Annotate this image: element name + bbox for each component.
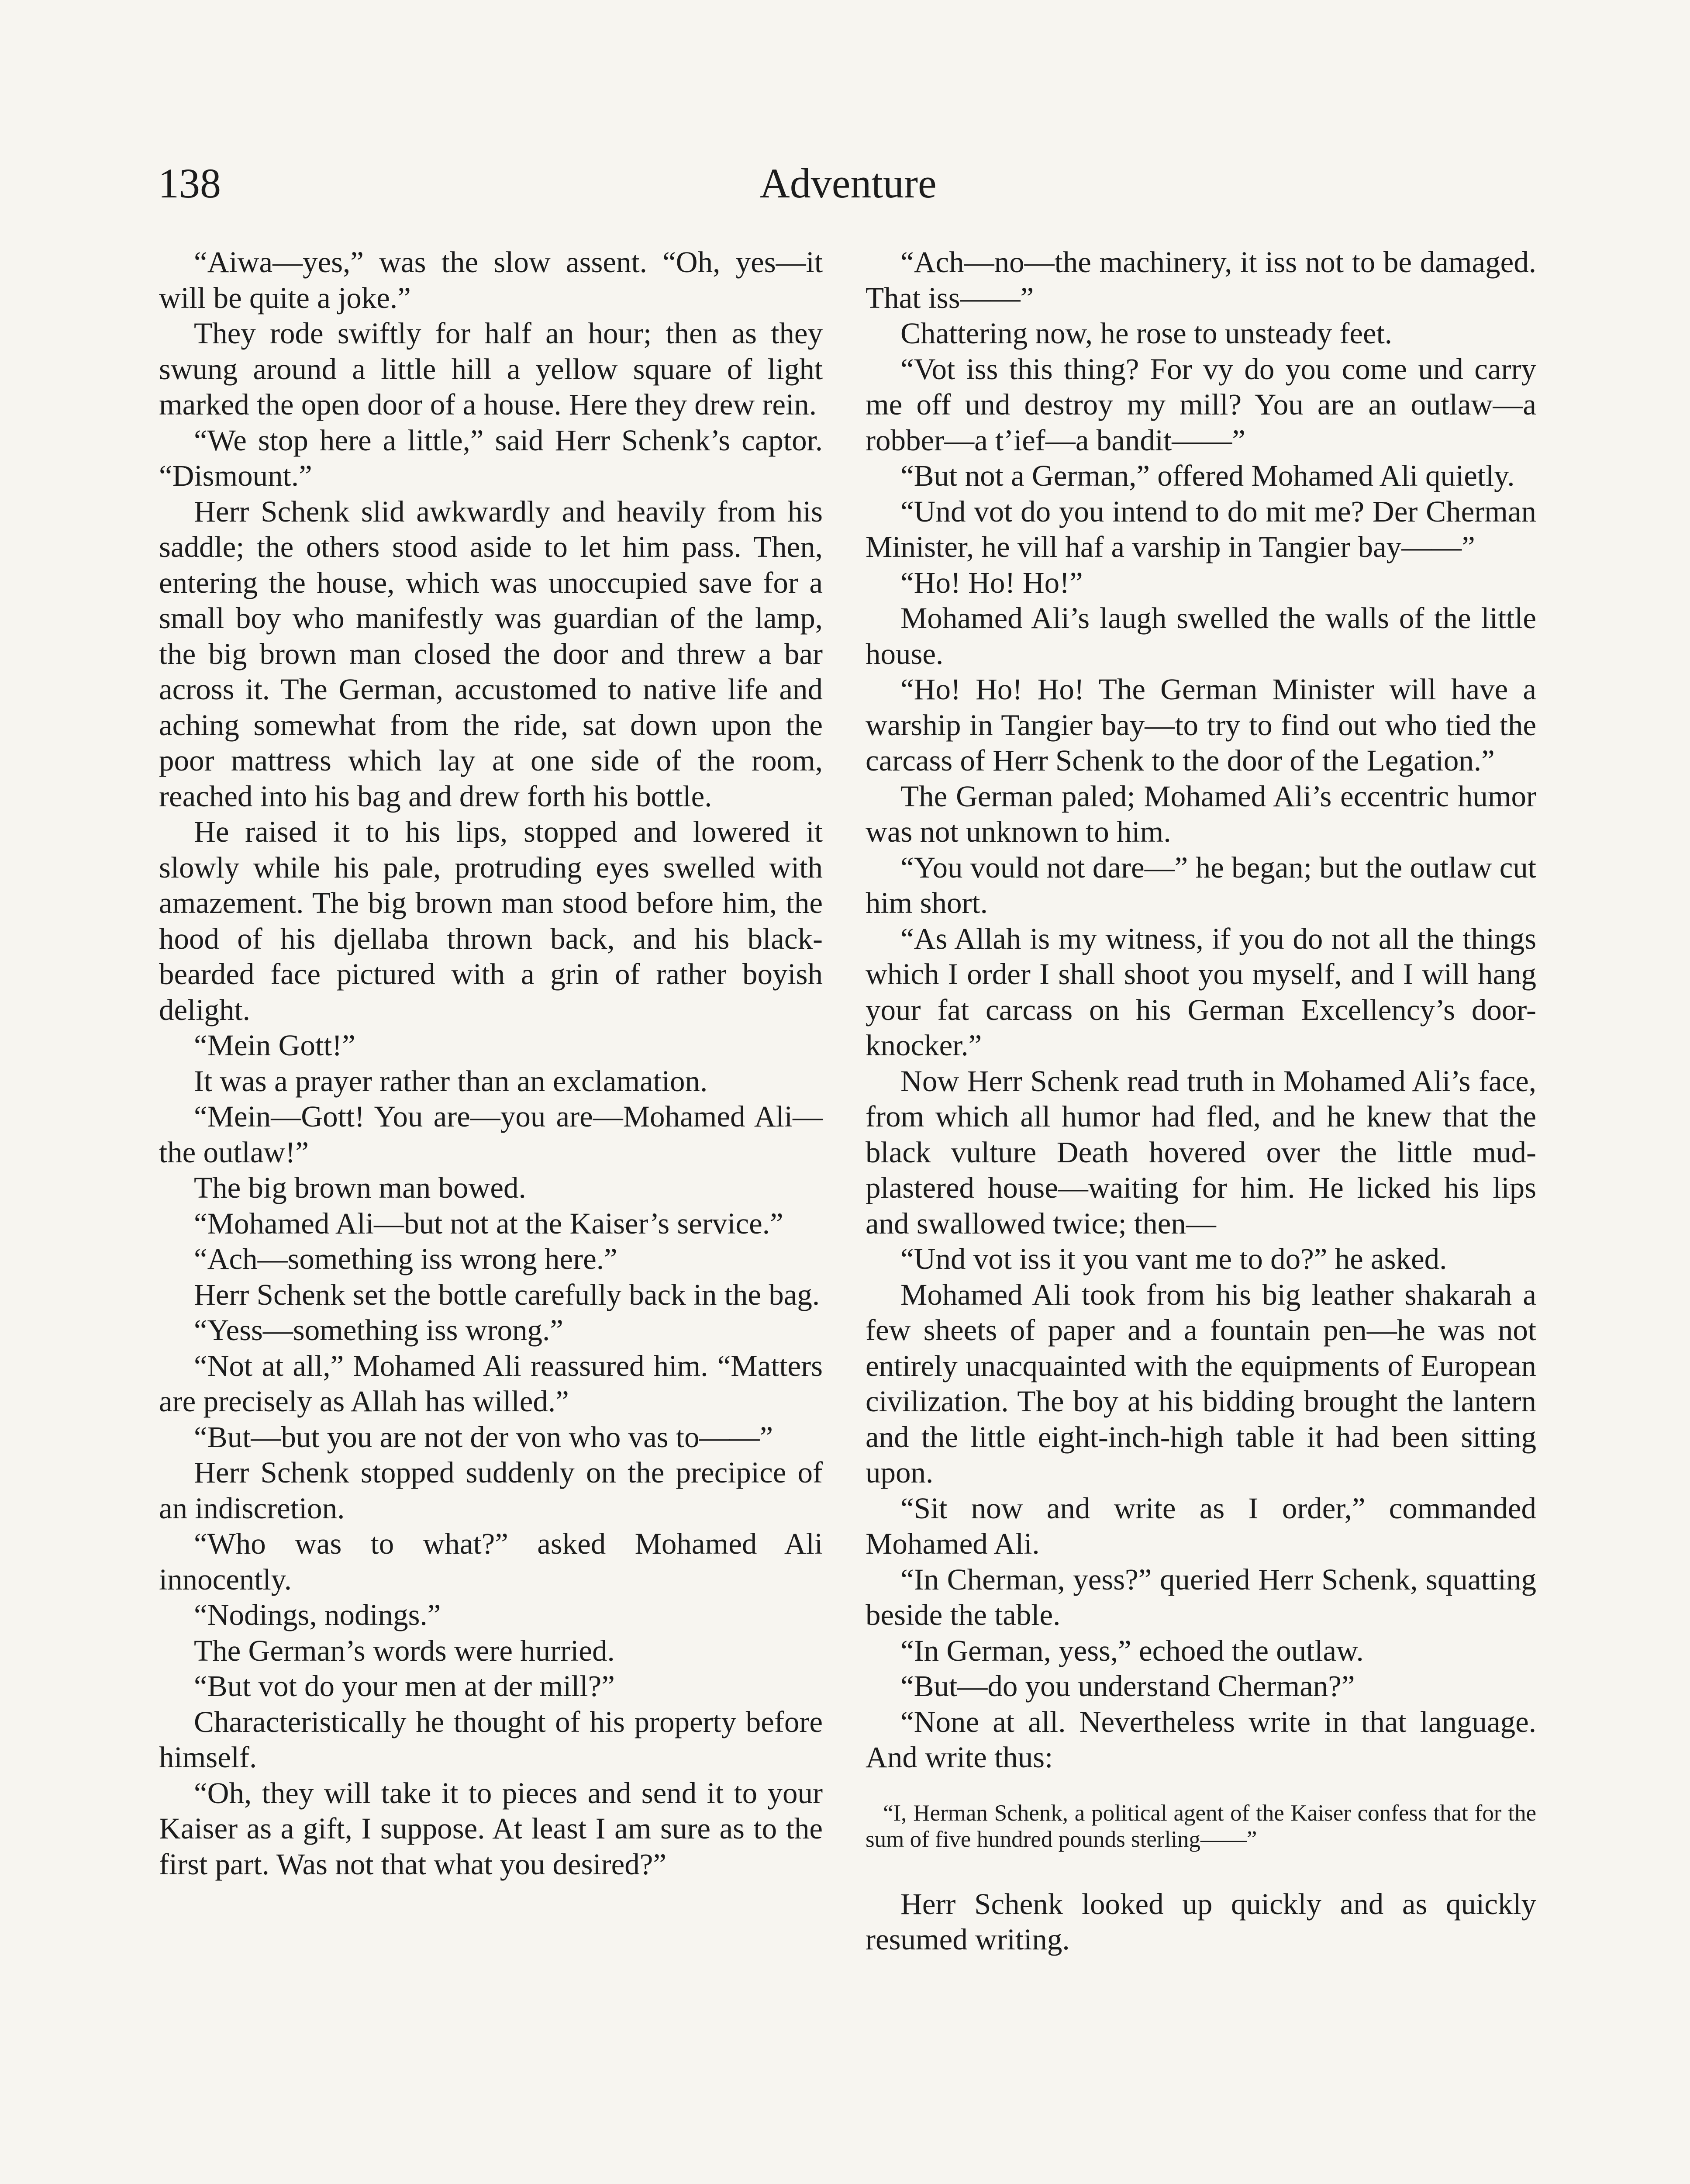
paragraph: “Ho! Ho! Ho!” (900, 566, 1083, 599)
paragraph: “Ach—no—the machinery, it iss not to be damaged. That iss——” (866, 245, 1536, 314)
paragraph: “Mein—Gott! You are—you are—Mohamed Ali—the outlaw!” (159, 1100, 823, 1169)
left-column (159, 245, 823, 1882)
paragraph: The big brown man bowed. (194, 1171, 526, 1204)
paragraph: Now Herr Schenk read truth in Mohamed Ali’s face, from which all humor had fled, and he knew that the black vulture Death hovered over the little mud-plastered house—waiting for him. He licked his lips and swallowed twice; then— (866, 1064, 1536, 1240)
paragraph: “You vould not dare—” he began; but the outlaw cut him short. (866, 850, 1536, 919)
paragraph: “In Cherman, yess?” queried Herr Schenk, squatting beside the table. (866, 1562, 1536, 1631)
paragraph: Herr Schenk slid awkwardly and heavily from his saddle; the others stood aside to let him pass. Then, entering the house, which was unoccupied save for a small boy who manifestly was guardian of the lamp, the big brown man closed the door and threw a bar across it. The German, accustomed to native life and aching somewhat from the ride, sat down upon the poor mattress which lay at one side of the room, reached into his bag and drew forth his bottle. (159, 494, 823, 813)
closing-paragraph: Herr Schenk looked up quickly and as quickly resumed writing. (866, 1887, 1536, 1956)
paragraph: Herr Schenk set the bottle carefully back in the bag. (194, 1278, 820, 1311)
paragraph: Chattering now, he rose to unsteady feet. (900, 317, 1393, 350)
paragraph: “Sit now and write as I order,” commanded Mohamed Ali. (866, 1491, 1536, 1560)
paragraph: “But vot do your men at der mill?” (194, 1669, 615, 1703)
paragraph: “But not a German,” offered Mohamed Ali quietly. (900, 459, 1515, 492)
paragraph: “Oh, they will take it to pieces and send it to your Kaiser as a gift, I suppose. At least I am sure as to the first part. Was not that what you desired?” (159, 1776, 823, 1881)
paragraph: Mohamed Ali’s laugh swelled the walls of the little house. (866, 601, 1536, 670)
page-header (158, 157, 1538, 218)
paragraph: “Mohamed Ali—but not at the Kaiser’s service.” (194, 1206, 783, 1240)
paragraph: “Not at all,” Mohamed Ali reassured him. “Matters are precisely as Allah has willed.” (159, 1349, 823, 1418)
paragraph: “Who was to what?” asked Mohamed Ali innocently. (159, 1527, 823, 1596)
paragraph: Herr Schenk stopped suddenly on the precipice of an indiscretion. (159, 1456, 823, 1525)
paragraph: “Und vot iss it you vant me to do?” he asked. (900, 1242, 1447, 1275)
paragraph: “Aiwa—yes,” was the slow assent. “Oh, yes—it will be quite a joke.” (159, 245, 823, 314)
paragraph: “As Allah is my witness, if you do not all the things which I order I shall shoot you myself, and I will hang your fat carcass on his German Excellency’s door-knocker.” (866, 922, 1536, 1062)
right-column (866, 245, 1536, 1958)
paragraph: The German paled; Mohamed Ali’s eccentric humor was not unknown to him. (866, 779, 1536, 848)
paragraph: Mohamed Ali took from his big leather shakarah a few sheets of paper and a fountain pen—he was not entirely unacquainted with the equipments of European civilization. The boy at his bidding brought the lantern and the little eight-inch-high table it had been sitting upon. (866, 1278, 1536, 1489)
paragraph: “Vot iss this thing? For vy do you come und carry me off und destroy my mill? You are an outlaw—a robber—a t’ief—a bandit——” (866, 352, 1536, 457)
paragraph: “Und vot do you intend to do mit me? Der Cherman Minister, he vill haf a varship in Tangier bay——” (866, 494, 1536, 563)
paragraph: “But—but you are not der von who vas to——” (194, 1420, 773, 1454)
paragraph: “Nodings, nodings.” (194, 1598, 441, 1631)
paragraph: “Yess—something iss wrong.” (194, 1313, 563, 1347)
page-number: 138 (158, 160, 221, 207)
paragraph: “In German, yess,” echoed the outlaw. (900, 1634, 1364, 1667)
running-title: Adventure (759, 160, 937, 207)
paragraph: “Mein Gott!” (194, 1029, 355, 1062)
paragraph: They rode swiftly for half an hour; then as they swung around a little hill a yellow square of light marked the open door of a house. Here they drew rein. (159, 317, 823, 421)
quoted-letter: “I, Herman Schenk, a political agent of the Kaiser confess that for the sum of five hundred pounds sterling——” (866, 1800, 1536, 1852)
paragraph: “Ach—something iss wrong here.” (194, 1242, 617, 1275)
paragraph: “We stop here a little,” said Herr Schenk’s captor. “Dismount.” (159, 423, 823, 492)
paragraph: “None at all. Nevertheless write in that language. And write thus: (866, 1705, 1536, 1774)
paragraph: The German’s words were hurried. (194, 1634, 615, 1667)
paragraph: He raised it to his lips, stopped and lowered it slowly while his pale, protruding eyes swelled with amazement. The big brown man stood before him, the hood of his djellaba thrown back, and his black-bearded face pictured with a grin of rather boyish delight. (159, 815, 823, 1026)
paragraph: “But—do you understand Cherman?” (900, 1669, 1355, 1703)
paragraph: Characteristically he thought of his property before himself. (159, 1705, 823, 1774)
paragraph: “Ho! Ho! Ho! The German Minister will have a warship in Tangier bay—to try to find out who tied the carcass of Herr Schenk to the door of the Legation.” (866, 673, 1536, 777)
paragraph: It was a prayer rather than an exclamation. (194, 1064, 708, 1098)
